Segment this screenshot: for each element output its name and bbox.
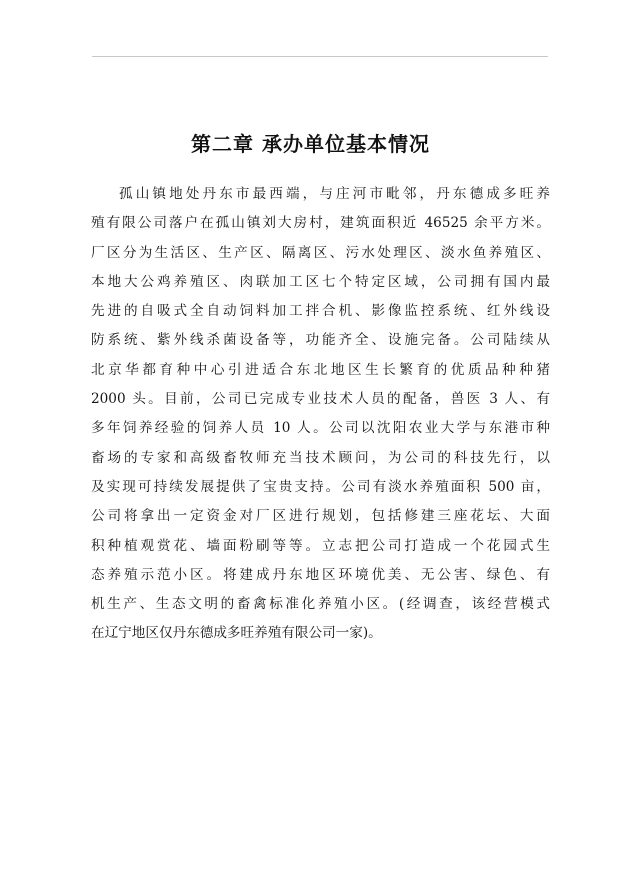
paragraph-line: 本地大公鸡养殖区、肉联加工区七个特定区域，公司拥有国内最 <box>91 273 550 290</box>
paragraph-line: 殖有限公司落户在孤山镇刘大房村，建筑面积近 46525 余平方米。 <box>91 215 550 232</box>
paragraph-line: 积种植观赏花、墙面粉刷等等。立志把公司打造成一个花园式生 <box>91 537 550 554</box>
paragraph-line: 及实现可持续发展提供了宝贵支持。公司有淡水养殖面积 500 亩， <box>91 478 550 495</box>
paragraph-line: 孤山镇地处丹东市最西端，与庄河市毗邻，丹东德成多旺养 <box>119 186 550 202</box>
paragraph-line: 机生产、生态文明的畜禽标准化养殖小区。(经调查，该经营模式 <box>91 596 550 613</box>
paragraph-line: 态养殖示范小区。将建成丹东地区环境优美、无公害、绿色、有 <box>91 566 550 583</box>
paragraph-line: 防系统、紫外线杀菌设备等，功能齐全、设施完备。公司陆续从 <box>91 332 550 349</box>
paragraph-line: 公司将拿出一定资金对厂区进行规划，包括修建三座花坛、大面 <box>91 508 550 525</box>
body-paragraph <box>91 180 550 649</box>
chapter-title: 第二章 承办单位基本情况 <box>191 132 430 156</box>
paragraph-line: 先进的自吸式全自动饲料加工拌合机、影像监控系统、红外线设 <box>91 303 550 320</box>
paragraph-line: 北京华都育种中心引进适合东北地区生长繁育的优质品种种猪 <box>91 361 550 378</box>
paragraph-line: 厂区分为生活区、生产区、隔离区、污水处理区、淡水鱼养殖区、 <box>91 244 550 261</box>
paragraph-line: 畜场的专家和高级畜牧师充当技术顾问，为公司的科技先行，以 <box>91 449 550 466</box>
paragraph-line: 多年饲养经验的饲养人员 10 人。公司以沈阳农业大学与东港市种 <box>91 420 550 437</box>
header-divider <box>92 56 548 57</box>
paragraph-line: 在辽宁地区仅丹东德成多旺养殖有限公司一家)。 <box>91 625 382 642</box>
paragraph-line: 2000 头。目前，公司已完成专业技术人员的配备，兽医 3 人、有 <box>91 391 550 408</box>
